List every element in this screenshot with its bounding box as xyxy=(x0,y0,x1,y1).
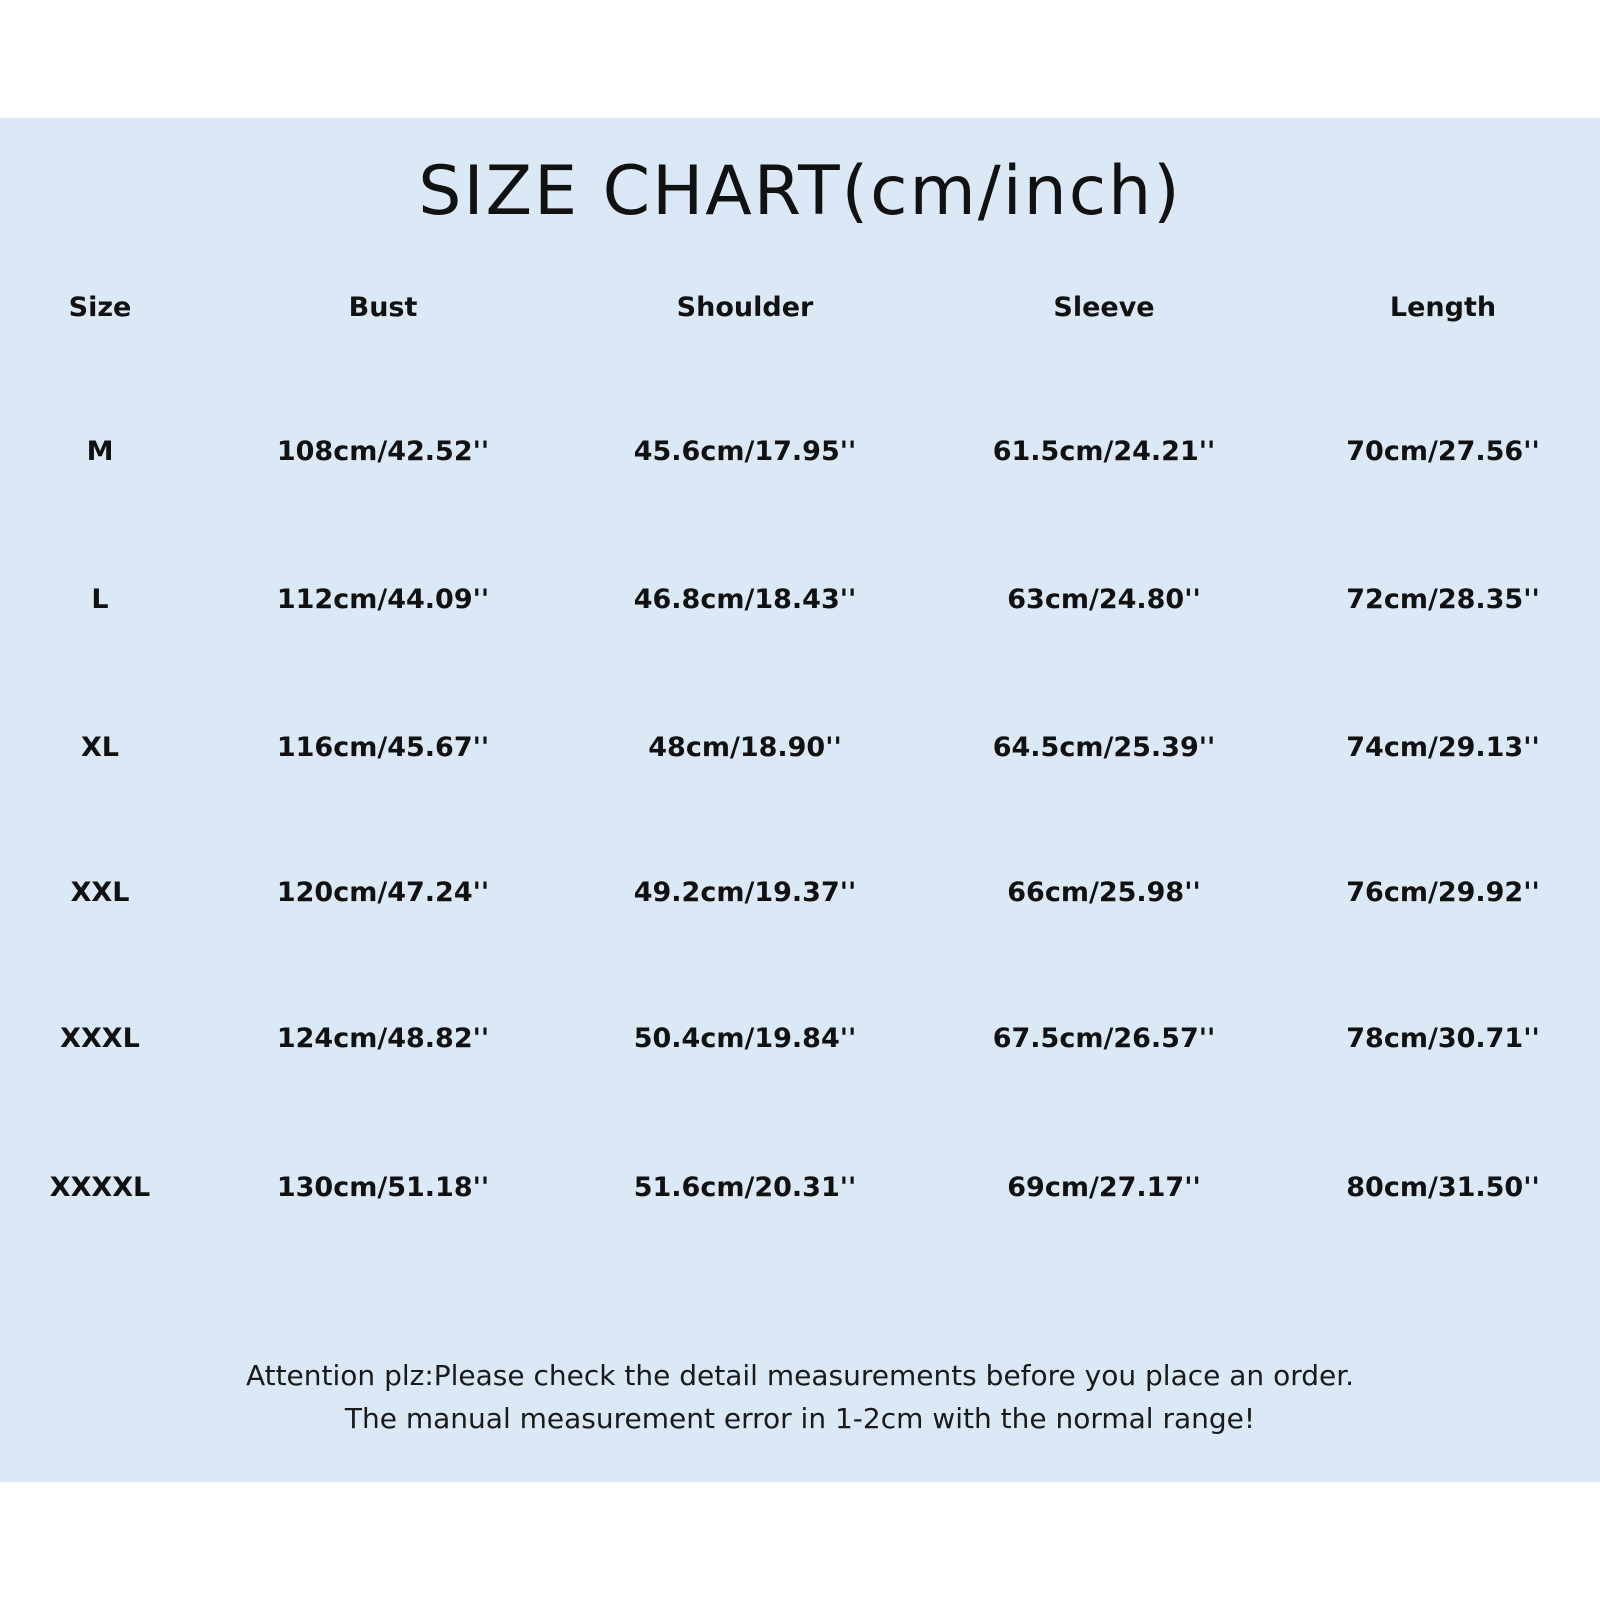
column-header-size: Size xyxy=(68,292,132,323)
table-row xyxy=(0,1168,1600,1208)
measurement-cell: 63cm/24.80'' xyxy=(1007,584,1201,615)
measurement-cell: 48cm/18.90'' xyxy=(648,732,842,763)
measurement-cell: 116cm/45.67'' xyxy=(276,732,490,763)
measurement-cell: 64.5cm/25.39'' xyxy=(992,732,1216,763)
measurement-cell: 61.5cm/24.21'' xyxy=(992,436,1216,467)
table-row xyxy=(0,432,1600,472)
measurement-cell: 78cm/30.71'' xyxy=(1346,1023,1540,1054)
measurement-cell: 45.6cm/17.95'' xyxy=(633,436,857,467)
table-header-row xyxy=(0,288,1600,328)
measurement-cell: 80cm/31.50'' xyxy=(1346,1172,1540,1203)
column-header-bust: Bust xyxy=(348,292,418,323)
measurement-cell: 51.6cm/20.31'' xyxy=(633,1172,857,1203)
column-header-shoulder: Shoulder xyxy=(676,292,814,323)
measurement-cell: 46.8cm/18.43'' xyxy=(633,584,857,615)
size-label: XXXXL xyxy=(49,1172,151,1203)
measurement-cell: 108cm/42.52'' xyxy=(276,436,490,467)
measurement-cell: 74cm/29.13'' xyxy=(1346,732,1540,763)
measurement-cell: 49.2cm/19.37'' xyxy=(633,877,857,908)
notice-line-1: Attention plz:Please check the detail measurements before you place an order. xyxy=(245,1359,1355,1392)
size-label: XXL xyxy=(70,877,130,908)
measurement-cell: 66cm/25.98'' xyxy=(1007,877,1201,908)
measurement-cell: 76cm/29.92'' xyxy=(1346,877,1540,908)
measurement-cell: 124cm/48.82'' xyxy=(276,1023,490,1054)
measurement-cell: 112cm/44.09'' xyxy=(276,584,490,615)
table-row xyxy=(0,580,1600,620)
table-row xyxy=(0,1019,1600,1059)
column-header-length: Length xyxy=(1389,292,1497,323)
size-label: XL xyxy=(80,732,120,763)
measurement-cell: 67.5cm/26.57'' xyxy=(992,1023,1216,1054)
size-chart-panel xyxy=(0,118,1600,1482)
size-label: M xyxy=(86,436,114,467)
measurement-cell: 70cm/27.56'' xyxy=(1346,436,1540,467)
measurement-cell: 50.4cm/19.84'' xyxy=(633,1023,857,1054)
size-label: XXXL xyxy=(60,1023,140,1054)
column-header-sleeve: Sleeve xyxy=(1053,292,1155,323)
measurement-cell: 130cm/51.18'' xyxy=(276,1172,490,1203)
table-row xyxy=(0,728,1600,768)
page-title: SIZE CHART(cm/inch) xyxy=(418,152,1182,231)
size-label: L xyxy=(91,584,109,615)
measurement-cell: 72cm/28.35'' xyxy=(1346,584,1540,615)
attention-notice xyxy=(0,1354,1600,1440)
notice-line-2: The manual measurement error in 1-2cm with the normal range! xyxy=(344,1402,1256,1435)
measurement-cell: 69cm/27.17'' xyxy=(1007,1172,1201,1203)
table-row xyxy=(0,873,1600,913)
measurement-cell: 120cm/47.24'' xyxy=(276,877,490,908)
